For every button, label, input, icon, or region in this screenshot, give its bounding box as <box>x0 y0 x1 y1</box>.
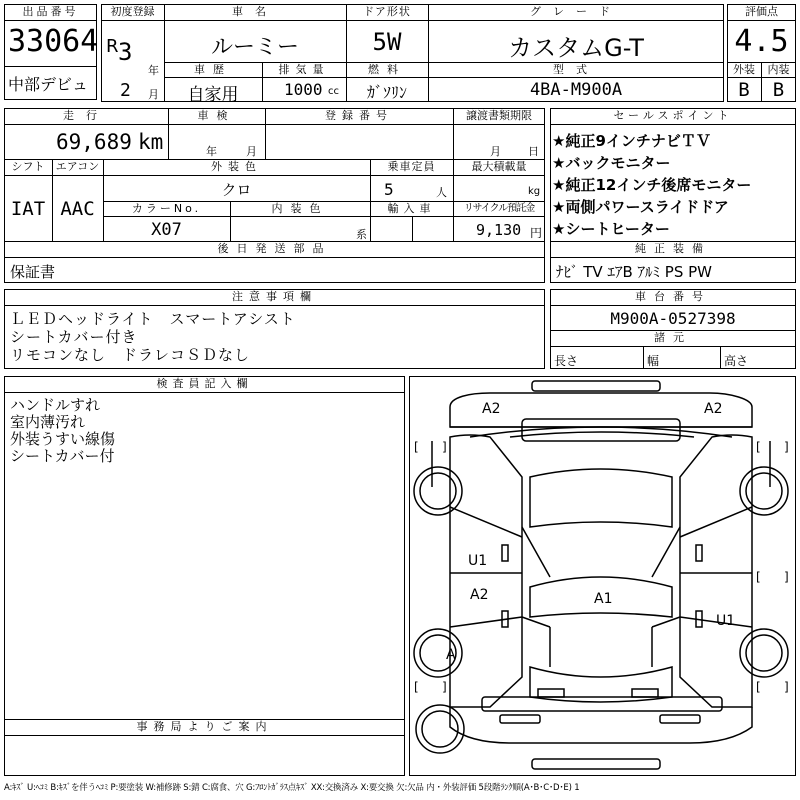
color-no-header: カラーNo. <box>131 202 202 215</box>
ac: AAC <box>60 198 95 220</box>
reg-month: 2 <box>120 80 131 101</box>
max-load-header: 最大積載量 <box>471 160 527 173</box>
ac-header: エアコン <box>55 160 100 173</box>
mileage-unit: km <box>138 130 164 154</box>
car-name-header: 車名 <box>232 5 278 18</box>
car-diagram <box>410 377 794 774</box>
grade-header: グレード <box>530 5 622 18</box>
capacity-header: 乗車定員 <box>387 160 436 173</box>
svg-text:[: [ <box>756 570 761 584</box>
damage-left-door: U1 <box>468 553 488 569</box>
fuel: ｶﾞｿﾘﾝ <box>366 83 407 102</box>
inspector-note-2: 室内薄汚れ <box>10 413 86 431</box>
damage-left-rear-door: A2 <box>470 587 489 603</box>
color-no: X07 <box>151 220 182 240</box>
note-line-3: リモコンなし ドラレコＳＤなし <box>10 346 251 364</box>
first-reg-header: 初度登録 <box>110 5 155 18</box>
genuine-equipment: ﾅﾋﾞ TV ｴｱB ｱﾙﾐ PS PW <box>556 263 712 281</box>
history-header: 車歴 <box>194 63 232 76</box>
inspection-month-unit: 月 <box>246 145 257 158</box>
interior-header: 内装 <box>767 63 790 76</box>
shift: IAT <box>10 198 46 220</box>
sales-points-header: セールスポイント <box>613 109 733 122</box>
ext-color: クロ <box>221 181 252 199</box>
reg-year: 3 <box>118 38 133 66</box>
note-line-1: ＬＥＤヘッドライト スマートアシスト <box>10 310 296 328</box>
year-unit: 年 <box>148 64 159 77</box>
svg-text:]: ] <box>784 570 789 584</box>
damage-front-right: A2 <box>704 401 723 417</box>
history: 自家用 <box>187 85 239 105</box>
sales-point-3: ★純正12インチ後席モニター <box>552 176 752 194</box>
int-color-header: 内装色 <box>271 202 329 215</box>
reg-no-header: 登録番号 <box>325 109 393 122</box>
damage-left-rear-wheel: A <box>446 647 456 663</box>
fuel-header: 燃料 <box>368 63 406 76</box>
ext-color-header: 外装色 <box>211 160 262 173</box>
dim-height-label: 高さ <box>724 354 749 368</box>
mileage: 69,689 <box>56 130 132 154</box>
svg-text:]: ] <box>784 680 789 694</box>
interior-grade: B <box>772 79 785 101</box>
score-header: 評価点 <box>745 5 778 18</box>
displacement-unit: cc <box>328 86 339 97</box>
inspection-year-unit: 年 <box>206 145 217 158</box>
svg-text:]: ] <box>442 680 447 694</box>
model: 4BA-M900A <box>529 80 623 100</box>
sales-point-4: ★両側パワースライドドア <box>552 198 729 216</box>
inspector-note-3: 外装うすい線傷 <box>10 430 116 448</box>
deadline-month-unit: 月 <box>490 145 501 158</box>
car-name: ルーミー <box>210 35 299 60</box>
score: 4.5 <box>734 24 789 59</box>
damage-right-rear: U1 <box>716 613 736 629</box>
svg-text:]: ] <box>442 440 447 454</box>
sales-point-1: ★純正9インチナビＴＶ <box>552 132 711 150</box>
inspector-note-1: ハンドルすれ <box>10 396 101 414</box>
int-color-unit: 系 <box>356 228 367 241</box>
office-header: 事務局よりご案内 <box>136 720 273 733</box>
exterior-grade: B <box>738 79 750 101</box>
door-header: ドア形状 <box>363 5 411 18</box>
import-header: 輸入車 <box>387 202 436 215</box>
chassis-header: 車台番号 <box>635 290 711 303</box>
legend-footer: A:ｷｽﾞ U:ﾍｺﾐ B:ｷｽﾞを伴うﾍｺﾐ P:要塗装 W:補修跡 S:錆 C:腐食、穴 G:ﾌﾛﾝﾄｶﾞﾗｽ点ｷｽﾞ XX:交換済み X:要交換 欠:欠品 内・外装評価 5段階ﾗﾝｸ順(A･B･C･D･E) 1 <box>4 783 580 793</box>
transfer-deadline-header: 譲渡書類期限 <box>466 109 532 122</box>
door-type: 5W <box>372 28 402 56</box>
lot-number: 33064 <box>8 24 99 59</box>
chassis-number: M900A-0527398 <box>610 309 736 328</box>
notes-header: 注意事項欄 <box>232 290 317 303</box>
load-unit: kg <box>528 186 541 197</box>
displacement-header: 排気量 <box>278 63 330 76</box>
dim-width-label: 幅 <box>647 354 660 368</box>
displacement: 1000 <box>284 80 323 99</box>
lot-number-header: 出品番号 <box>22 5 79 18</box>
car-diagram-box <box>409 376 796 776</box>
month-unit: 月 <box>148 88 159 101</box>
genuine-equipment-header: 純正装備 <box>635 242 711 255</box>
sales-point-2: ★バックモニター <box>552 154 671 172</box>
era: R <box>106 36 119 57</box>
sales-point-5: ★シートヒーター <box>552 220 670 238</box>
capacity-unit: 人 <box>436 186 447 199</box>
dims-header: 諸元 <box>654 331 692 344</box>
venue-label: 中部デビュ <box>8 75 89 94</box>
damage-roof: A1 <box>594 591 613 607</box>
model-header: 型式 <box>553 63 599 76</box>
inspection-header: 車検 <box>197 109 236 122</box>
svg-text:[: [ <box>756 440 761 454</box>
recycle-amount: 9,130 <box>476 221 522 239</box>
exterior-header: 外装 <box>733 63 755 76</box>
damage-front-left: A2 <box>482 401 501 417</box>
shift-header: シフト <box>11 160 45 173</box>
svg-text:[: [ <box>414 680 419 694</box>
recycle-unit: 円 <box>530 226 543 240</box>
inspector-note-4: シートカバー付 <box>10 447 115 465</box>
capacity: 5 <box>384 180 394 199</box>
note-line-2: シートカバー付き <box>10 328 138 346</box>
recycle-header: リサイクル預託金 <box>463 203 535 214</box>
grade: カスタムG-T <box>508 34 644 62</box>
dim-length-label: 長さ <box>554 354 579 368</box>
mileage-header: 走行 <box>63 109 109 122</box>
svg-text:[: [ <box>414 440 419 454</box>
svg-text:]: ] <box>784 440 789 454</box>
inspector-header: 検査員記入欄 <box>156 377 253 390</box>
parts-header: 後日発送部品 <box>217 242 332 255</box>
svg-text:[: [ <box>756 680 761 694</box>
parts: 保証書 <box>10 263 56 281</box>
deadline-day-unit: 日 <box>528 145 539 158</box>
